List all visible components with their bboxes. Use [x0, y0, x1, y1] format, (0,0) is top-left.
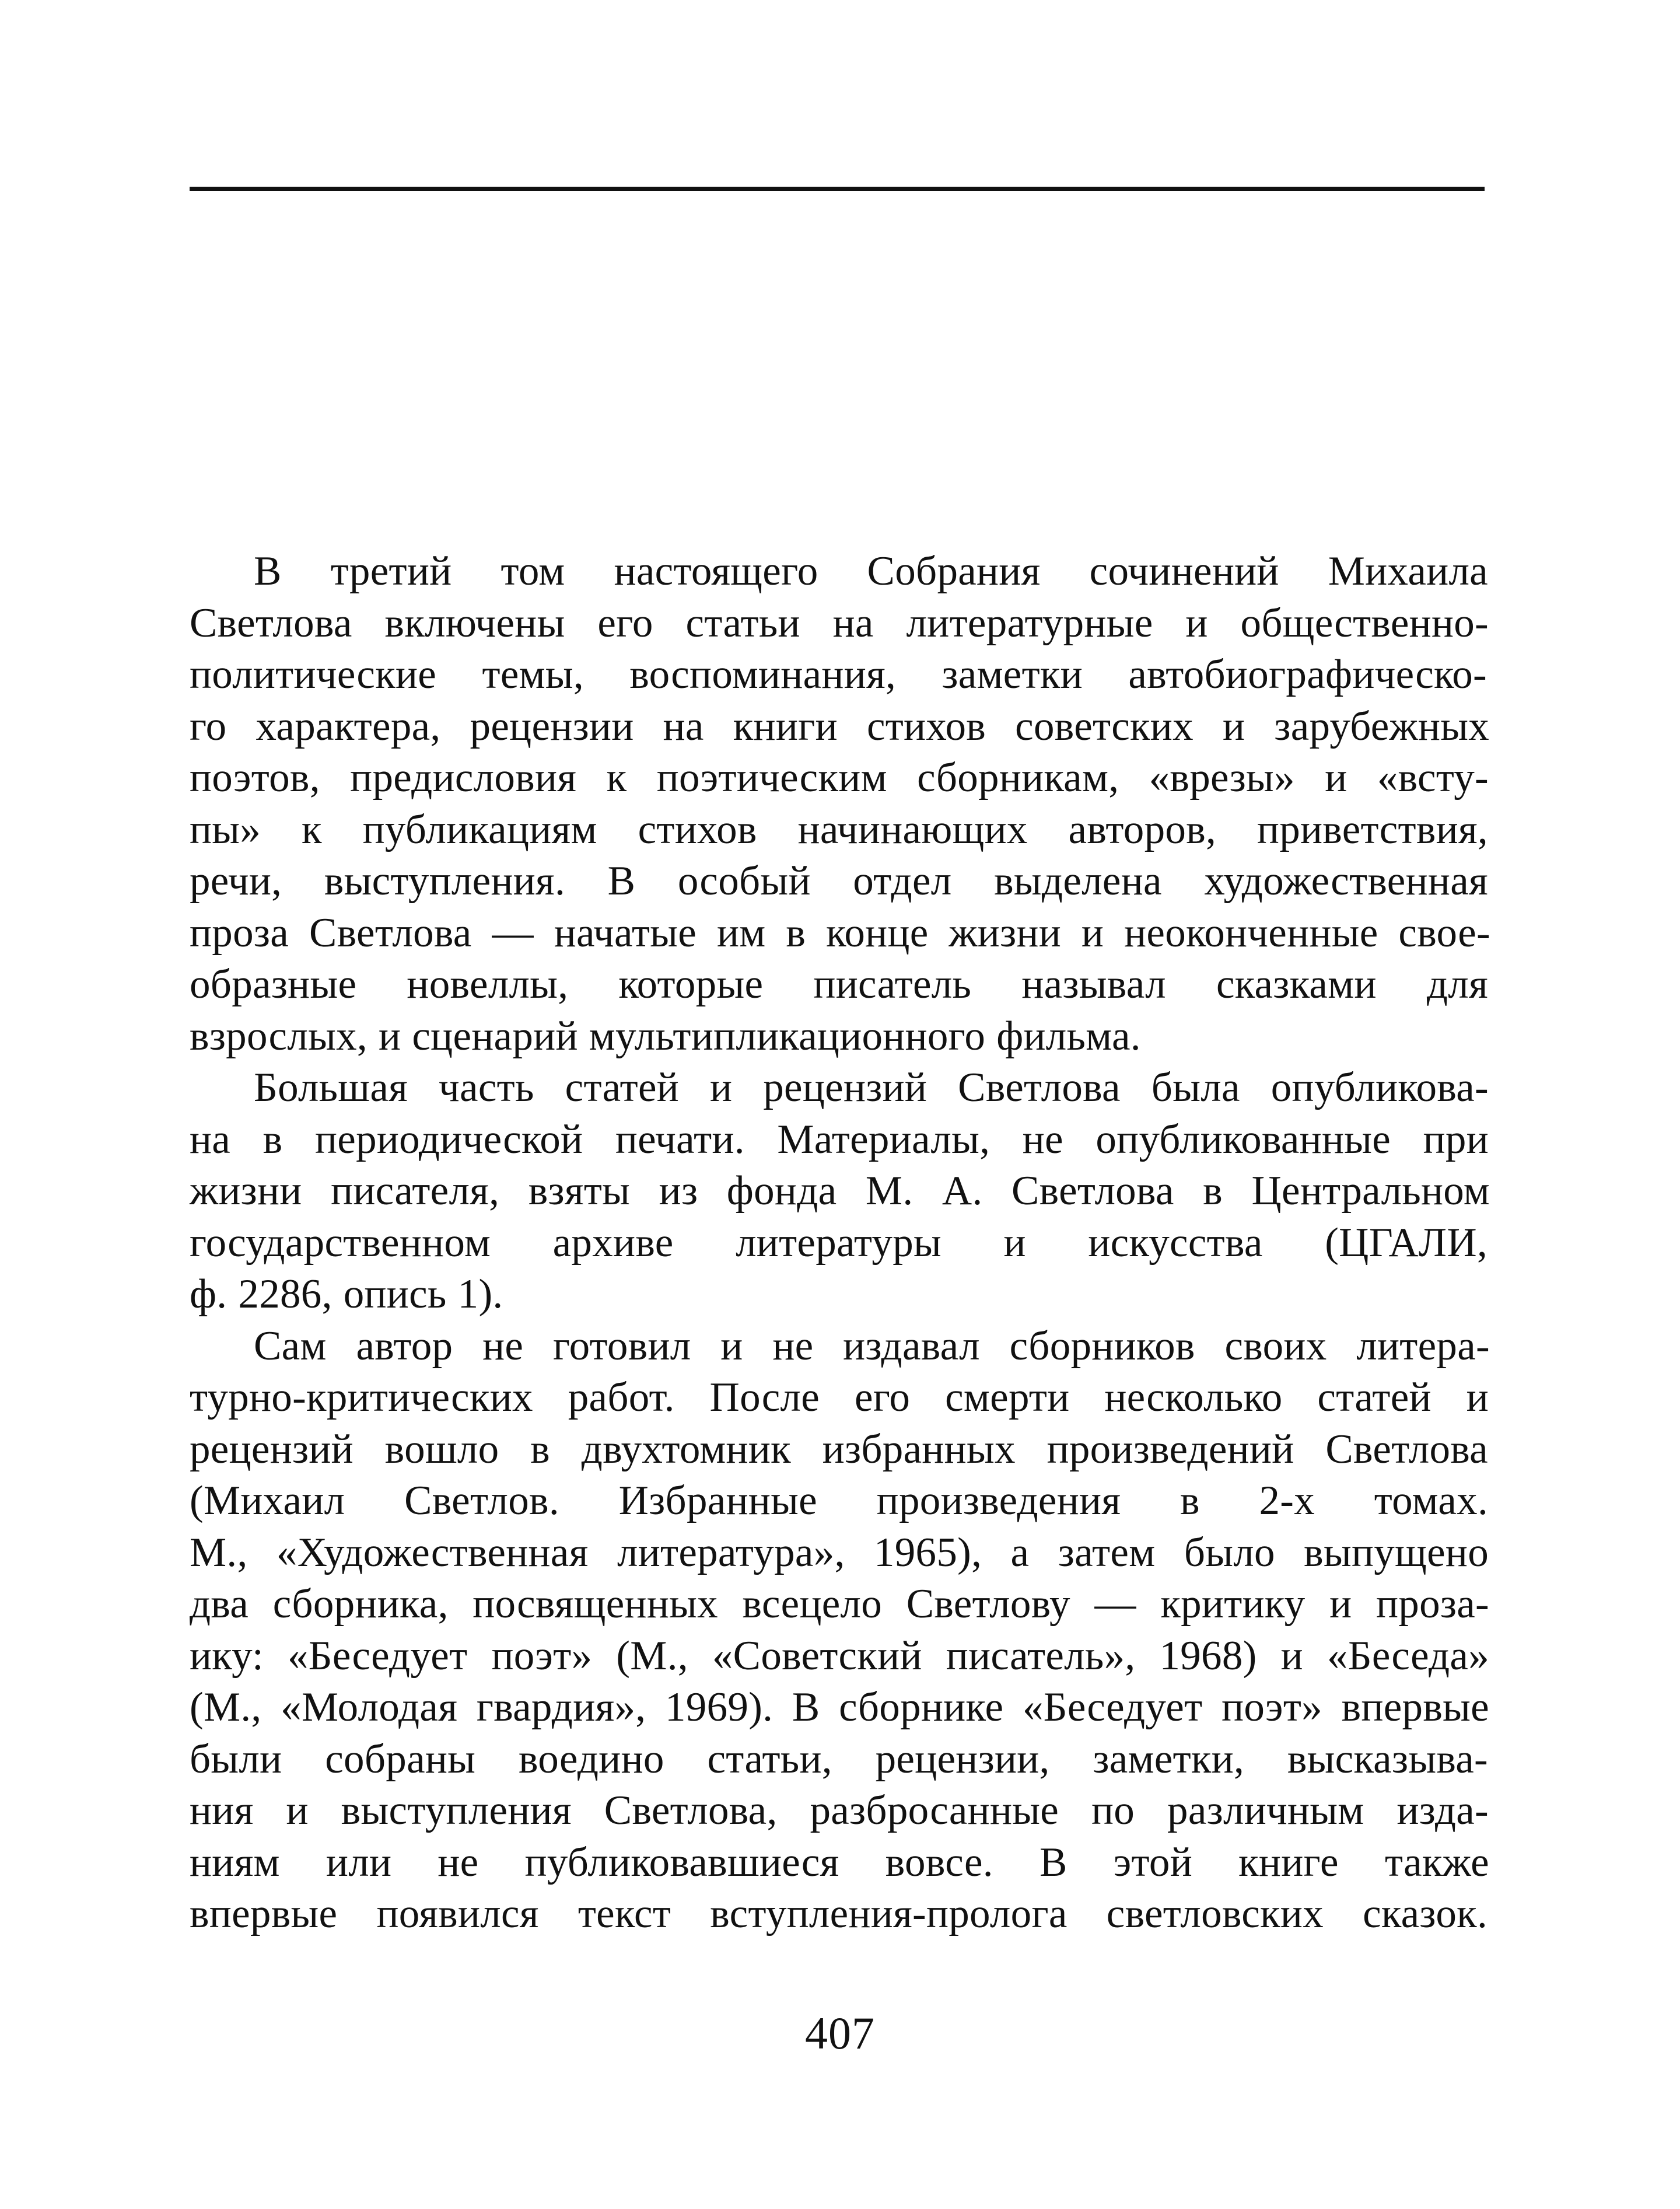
text-line: два сборника, посвященных всецело Светлову — критику и проза- [190, 1581, 1489, 1627]
text-line: ф. 2286, опись 1). [190, 1271, 503, 1317]
text-line: государственном архиве литературы и искусства (ЦГАЛИ, [190, 1219, 1488, 1266]
text-line: речи, выступления. В особый отдел выделена художественная [190, 858, 1488, 904]
paragraph-1 [190, 546, 1490, 1062]
text-line: впервые появился текст вступления-пролога светловских сказок. [190, 1891, 1488, 1937]
text-line: В третий том настоящего Собрания сочинений Михаила [254, 548, 1488, 594]
text-line: пы» к публикациям стихов начинающих авторов, приветствия, [190, 806, 1488, 852]
paragraph-2 [190, 1062, 1490, 1320]
top-rule [190, 187, 1485, 191]
text-line: ниям или не публиковавшиеся вовсе. В этой книге также [190, 1839, 1489, 1885]
text-line: Сам автор не готовил и не издавал сборников своих литера- [254, 1323, 1490, 1369]
text-line: (М., «Молодая гвардия», 1969). В сборнике «Беседует поэт» впервые [190, 1684, 1489, 1730]
text-line: М., «Художественная литература», 1965), а затем было выпущено [190, 1529, 1489, 1575]
text-line: жизни писателя, взяты из фонда М. А. Светлова в Центральном [190, 1168, 1490, 1214]
body-text [190, 546, 1490, 1940]
text-line: на в периодической печати. Материалы, не опубликованные при [190, 1116, 1489, 1162]
text-line: ику: «Беседует поэт» (М., «Советский писатель», 1968) и «Беседа» [190, 1633, 1489, 1679]
paragraph-3 [190, 1320, 1490, 1940]
text-line: поэтов, предисловия к поэтическим сборникам, «врезы» и «всту- [190, 755, 1489, 801]
text-line: были собраны воедино статьи, рецензии, заметки, высказыва- [190, 1736, 1488, 1782]
text-line: Светлова включены его статьи на литературные и общественно- [190, 600, 1489, 646]
text-line: Большая часть статей и рецензий Светлова была опубликова- [254, 1065, 1489, 1110]
text-line: рецензий вошло в двухтомник избранных произведений Светлова [190, 1426, 1488, 1472]
text-line: ния и выступления Светлова, разбросанные по различным изда- [190, 1788, 1489, 1833]
text-line: политические темы, воспоминания, заметки автобиографическо- [190, 652, 1487, 697]
text-line: (Михаил Светлов. Избранные произведения в 2-х томах. [190, 1478, 1488, 1523]
text-line: проза Светлова — начатые им в конце жизни и неоконченные свое- [190, 910, 1490, 956]
text-line: турно-критических работ. После его смерти несколько статей и [190, 1375, 1489, 1420]
text-line: взрослых, и сценарий мультипликационного фильма. [190, 1013, 1141, 1059]
text-line: го характера, рецензии на книги стихов советских и зарубежных [190, 703, 1489, 749]
page-number: 407 [805, 2008, 875, 2058]
text-line: образные новеллы, которые писатель называл сказками для [190, 962, 1488, 1007]
